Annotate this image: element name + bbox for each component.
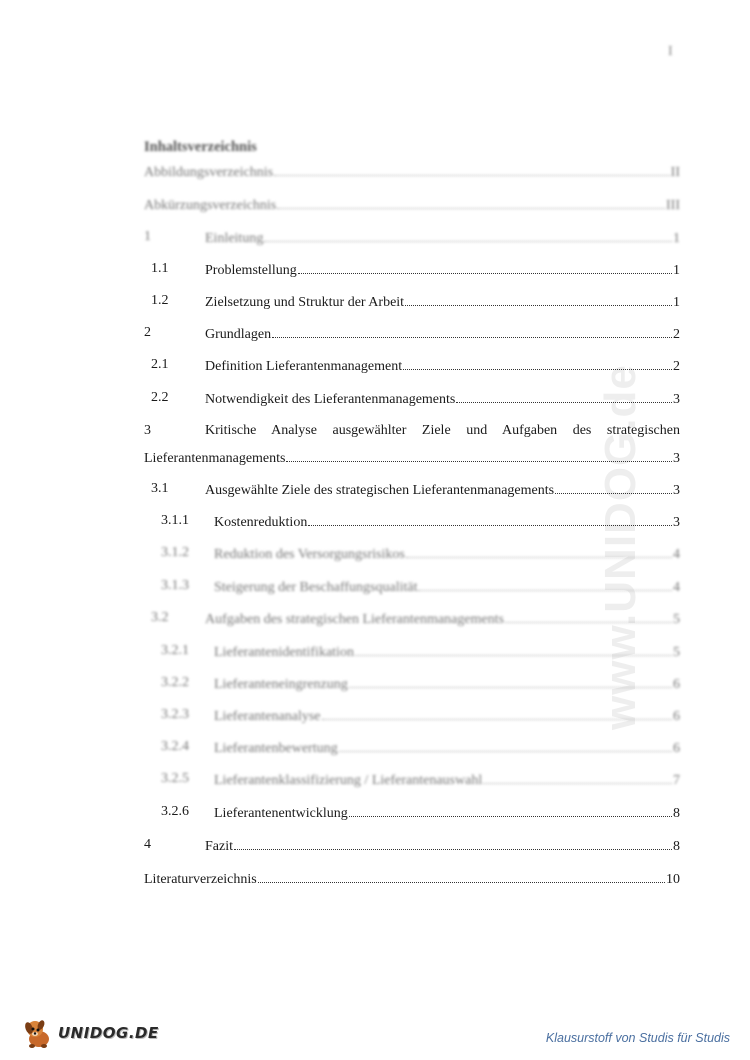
toc-entry-page: 3 <box>673 515 680 530</box>
unidog-logo[interactable] <box>22 1016 159 1050</box>
toc-entry-page: 4 <box>673 547 680 562</box>
dot-leader <box>286 448 672 462</box>
dot-leader <box>339 738 672 752</box>
toc-entry-3-1-1[interactable] <box>161 512 680 530</box>
toc-entry-number: 2.1 <box>151 357 169 372</box>
toc-entry-page: 6 <box>673 709 680 724</box>
dot-leader <box>355 642 672 656</box>
toc-entry-page: 5 <box>673 645 680 660</box>
toc-entry-1-1[interactable] <box>151 260 680 278</box>
toc-entry-3-line2 <box>144 448 680 466</box>
dot-leader <box>234 836 672 850</box>
toc-entry-page: 3 <box>673 392 680 407</box>
toc-entry-page: 3 <box>673 451 680 466</box>
toc-entry-number: 3 <box>144 423 151 438</box>
toc-entry-title: Lieferantenbewertung <box>214 741 338 756</box>
toc-entry-number: 3.2.2 <box>161 675 189 690</box>
toc-entry-title: Aufgaben des strategischen Lieferantenmanagements <box>205 612 504 627</box>
toc-entry-page: 3 <box>673 483 680 498</box>
toc-entry-number: 3.1.1 <box>161 513 189 528</box>
footer-tagline: Klausurstoff von Studis für Studis <box>545 1031 730 1045</box>
toc-entry-1-2[interactable] <box>151 292 680 310</box>
dog-mascot-icon <box>22 1016 56 1050</box>
dot-leader <box>418 577 672 591</box>
toc-entry-title: Grundlagen <box>205 327 272 342</box>
toc-entry-3-line1 <box>144 422 680 440</box>
toc-entry-number: 2 <box>144 325 151 340</box>
toc-entry-number: 3.1 <box>151 481 169 496</box>
dot-leader <box>272 324 672 338</box>
toc-entry-page: 8 <box>673 806 680 821</box>
toc-entry-number: 3.2.5 <box>161 771 189 786</box>
toc-entry-title-line1: Kritische Analyse ausgewählter Ziele und Aufgaben des strategischen <box>205 423 680 438</box>
toc-entry-title: Abbildungsverzeichnis <box>144 165 274 180</box>
toc-heading: Inhaltsverzeichnis <box>144 139 257 155</box>
toc-entry-3-1-2[interactable] <box>161 544 680 562</box>
toc-entry-page: 4 <box>673 580 680 595</box>
toc-entry-page: 2 <box>673 359 680 374</box>
toc-entry-page: 1 <box>673 295 680 310</box>
toc-entry-page: 6 <box>673 741 680 756</box>
toc-entry-number: 3.2 <box>151 610 169 625</box>
toc-entry-number: 3.1.2 <box>161 545 189 560</box>
toc-entry-number: 3.2.1 <box>161 643 189 658</box>
toc-entry-title: Literaturverzeichnis <box>144 872 257 887</box>
toc-entry-abkuerzungsverzeichnis[interactable] <box>144 195 680 213</box>
toc-entry-3-1[interactable] <box>151 480 680 498</box>
toc-entry-title: Kostenreduktion <box>214 515 308 530</box>
toc-entry-page: II <box>670 165 680 180</box>
toc-entry-title: Lieferantenidentifikation <box>214 645 354 660</box>
toc-entry-title: Lieferanteneingrenzung <box>214 677 348 692</box>
dot-leader <box>322 706 673 720</box>
dot-leader <box>555 480 672 494</box>
toc-entry-page: 1 <box>673 263 680 278</box>
toc-entry-number: 3.1.3 <box>161 578 189 593</box>
toc-entry-title: Lieferantenanalyse <box>214 709 321 724</box>
toc-entry-page: 2 <box>673 327 680 342</box>
page-number: I <box>668 44 673 59</box>
dot-leader <box>308 512 672 526</box>
toc-entry-2-1[interactable] <box>151 356 680 374</box>
dot-leader <box>505 609 672 623</box>
toc-entry-4[interactable] <box>144 836 680 854</box>
toc-entry-3-2-2[interactable] <box>161 674 680 692</box>
toc-entry-3-1-3[interactable] <box>161 577 680 595</box>
toc-entry-1[interactable] <box>144 228 680 246</box>
toc-entry-page: 1 <box>673 231 680 246</box>
toc-entry-title: Notwendigkeit des Lieferantenmanagements <box>205 392 456 407</box>
toc-entry-number: 2.2 <box>151 390 169 405</box>
toc-entry-title: Lieferantenmanagements <box>144 451 286 466</box>
toc-entry-number: 1.1 <box>151 261 169 276</box>
dot-leader <box>456 389 672 403</box>
toc-entry-number: 3.2.6 <box>161 804 189 819</box>
toc-entry-title: Reduktion des Versorgungsrisikos <box>214 547 405 562</box>
toc-entry-title: Einleitung <box>205 231 264 246</box>
toc-entry-3-2-1[interactable] <box>161 642 680 660</box>
toc-entry-number: 4 <box>144 837 151 852</box>
toc-entry-page: 6 <box>673 677 680 692</box>
toc-entry-title: Zielsetzung und Struktur der Arbeit <box>205 295 405 310</box>
dot-leader <box>274 162 670 176</box>
toc-entry-number: 1.2 <box>151 293 169 308</box>
toc-entry-page: III <box>666 198 680 213</box>
dot-leader <box>405 292 672 306</box>
dot-leader <box>258 869 665 883</box>
toc-entry-2[interactable] <box>144 324 680 342</box>
toc-entry-3-2-6[interactable] <box>161 803 680 821</box>
toc-entry-number: 3.2.4 <box>161 739 189 754</box>
dot-leader <box>264 228 672 242</box>
toc-entry-3-2[interactable] <box>151 609 680 627</box>
toc-entry-abbildungsverzeichnis[interactable] <box>144 162 680 180</box>
dot-leader <box>277 195 665 209</box>
watermark: www.UNIDOG.de <box>596 364 645 730</box>
dot-leader <box>403 356 672 370</box>
toc-entry-page: 5 <box>673 612 680 627</box>
dot-leader <box>298 260 672 274</box>
toc-entry-title: Definition Lieferantenmanagement <box>205 359 403 374</box>
dot-leader <box>483 770 672 784</box>
toc-entry-title: Ausgewählte Ziele des strategischen Lieferantenmanagements <box>205 483 555 498</box>
toc-entry-number: 3.2.3 <box>161 707 189 722</box>
toc-entry-2-2[interactable] <box>151 389 680 407</box>
toc-entry-page: 10 <box>666 872 680 887</box>
toc-entry-3-2-4[interactable] <box>161 738 680 756</box>
logo-text: UNIDOG.DE <box>58 1024 159 1042</box>
toc-entry-title: Steigerung der Beschaffungsqualität <box>214 580 418 595</box>
toc-entry-page: 8 <box>673 839 680 854</box>
toc-entry-title: Lieferantenklassifizierung / Lieferantenauswahl <box>214 773 483 788</box>
toc-entry-literaturverzeichnis[interactable] <box>144 869 680 887</box>
toc-entry-title: Abkürzungsverzeichnis <box>144 198 277 213</box>
toc-entry-title: Problemstellung <box>205 263 297 278</box>
dot-leader <box>406 544 672 558</box>
dot-leader <box>349 803 672 817</box>
toc-entry-3-2-5[interactable] <box>161 770 680 788</box>
toc-entry-number: 1 <box>144 229 151 244</box>
dot-leader <box>349 674 672 688</box>
toc-entry-3-2-3[interactable] <box>161 706 680 724</box>
toc-entry-title: Lieferantenentwicklung <box>214 806 348 821</box>
toc-entry-page: 7 <box>673 773 680 788</box>
toc-entry-title: Fazit <box>205 839 233 854</box>
